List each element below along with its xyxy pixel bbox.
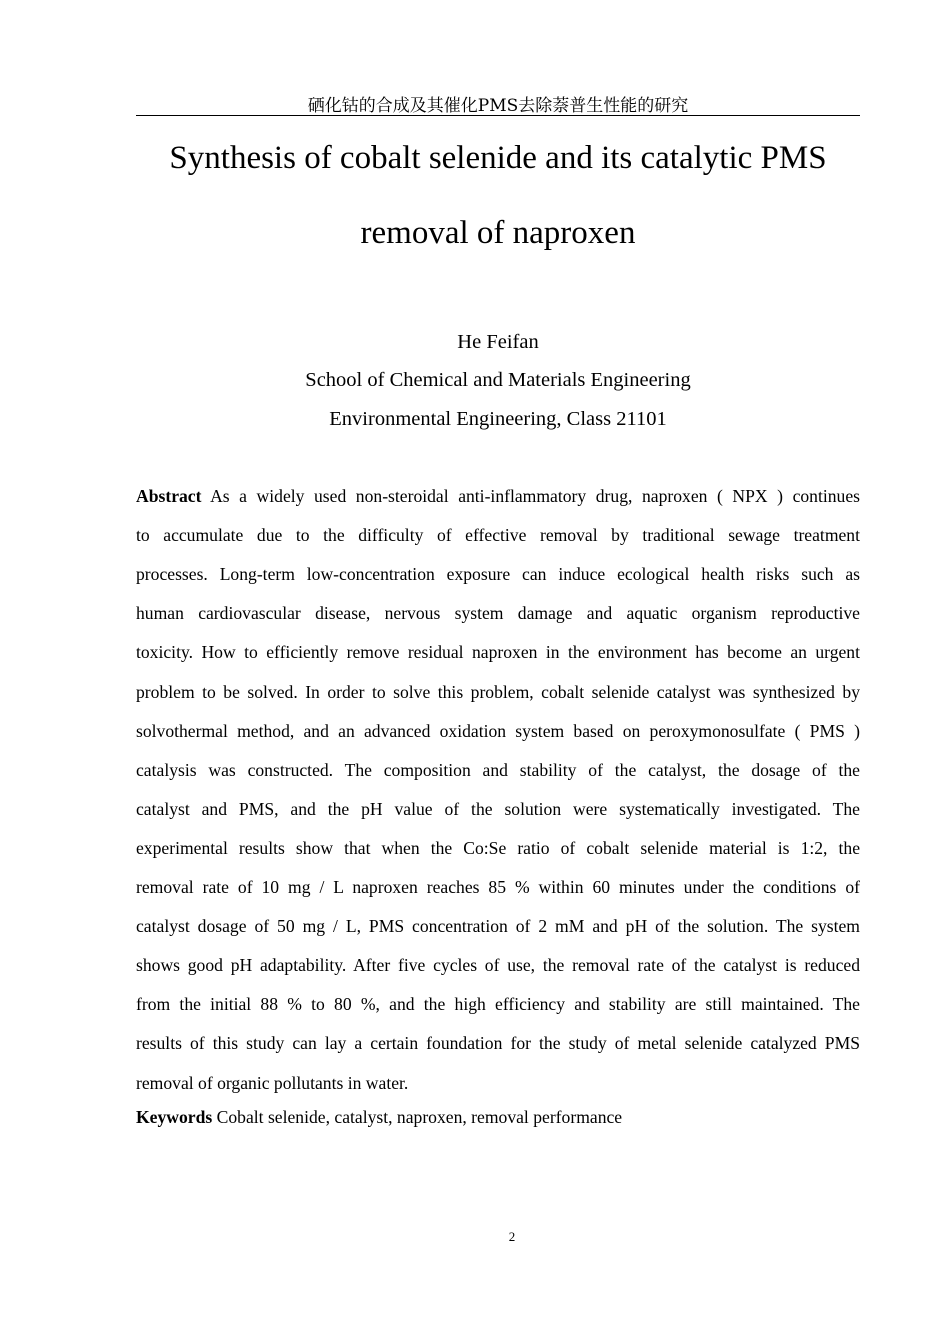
abstract-line-text: catalysis was constructed. The composition and stability of the catalyst, the dosage of the [136, 759, 860, 780]
abstract-line [136, 758, 860, 782]
abstract-label: Abstract [136, 486, 202, 506]
abstract-line [136, 875, 860, 899]
abstract-line [136, 640, 860, 664]
abstract-line-text: from the initial 88 % to 80 %, and the high efficiency and stability are still maintained. The [136, 994, 860, 1015]
abstract-line-text: human cardiovascular disease, nervous system damage and aquatic organism reproductive [136, 603, 860, 624]
abstract-line [136, 953, 860, 977]
abstract-line-text: processes. Long-term low-concentration exposure can induce ecological health risks such as [136, 564, 860, 585]
abstract-line-text: experimental results show that when the Co:Se ratio of cobalt selenide material is 1:2, the [136, 837, 860, 858]
abstract-line [136, 719, 860, 743]
running-header: 硒化钴的合成及其催化PMS去除萘普生性能的研究 [307, 96, 689, 116]
class: Environmental Engineering, Class 21101 [329, 408, 667, 430]
abstract-line-text: results of this study can lay a certain foundation for the study of metal selenide catalyzed PMS [136, 1033, 860, 1054]
title-line-2: removal of naproxen [360, 215, 636, 251]
abstract-line [136, 1071, 860, 1095]
abstract-line-text: catalyst dosage of 50 mg / L, PMS concentration of 2 mM and pH of the solution. The system [136, 916, 860, 937]
keywords-label: Keywords [136, 1107, 213, 1127]
abstract-line [136, 1031, 860, 1055]
abstract-line [136, 680, 860, 704]
author: He Feifan [457, 331, 539, 353]
abstract-line-text: shows good pH adaptability. After five cycles of use, the removal rate of the catalyst is reduced [136, 955, 860, 976]
abstract-line [136, 601, 860, 625]
abstract-line-text: As a widely used non-steroidal anti-inflammatory drug, naproxen ( NPX ) continues [201, 486, 860, 506]
keywords [136, 1105, 622, 1129]
abstract-line-text: removal rate of 10 mg / L naproxen reaches 85 % within 60 minutes under the conditions of [136, 877, 860, 897]
abstract-line-text: problem to be solved. In order to solve this problem, cobalt selenide catalyst was synthesized by [136, 681, 860, 702]
page-number: 2 [508, 1229, 516, 1244]
abstract-line [136, 484, 860, 508]
abstract-line-text: solvothermal method, and an advanced oxidation system based on peroxymonosulfate ( PMS ) [136, 720, 860, 741]
abstract-line [136, 914, 860, 938]
abstract-line [136, 992, 860, 1016]
abstract-line [136, 523, 860, 547]
abstract-line [136, 797, 860, 821]
header-rule [136, 115, 860, 116]
school: School of Chemical and Materials Engineering [305, 369, 691, 391]
abstract-line-text: removal of organic pollutants in water. [136, 1072, 409, 1093]
title-line-1: Synthesis of cobalt selenide and its catalytic PMS [169, 140, 827, 176]
keywords-text: Cobalt selenide, catalyst, naproxen, removal performance [212, 1107, 623, 1127]
abstract-line-text: catalyst and PMS, and the pH value of the solution were systematically investigated. The [136, 798, 860, 819]
abstract-line-text: to accumulate due to the difficulty of effective removal by traditional sewage treatment [136, 525, 860, 546]
abstract-line [136, 562, 860, 586]
abstract-line [136, 836, 860, 860]
abstract-line-text: toxicity. How to efficiently remove residual naproxen in the environment has become an urgent [136, 642, 860, 663]
